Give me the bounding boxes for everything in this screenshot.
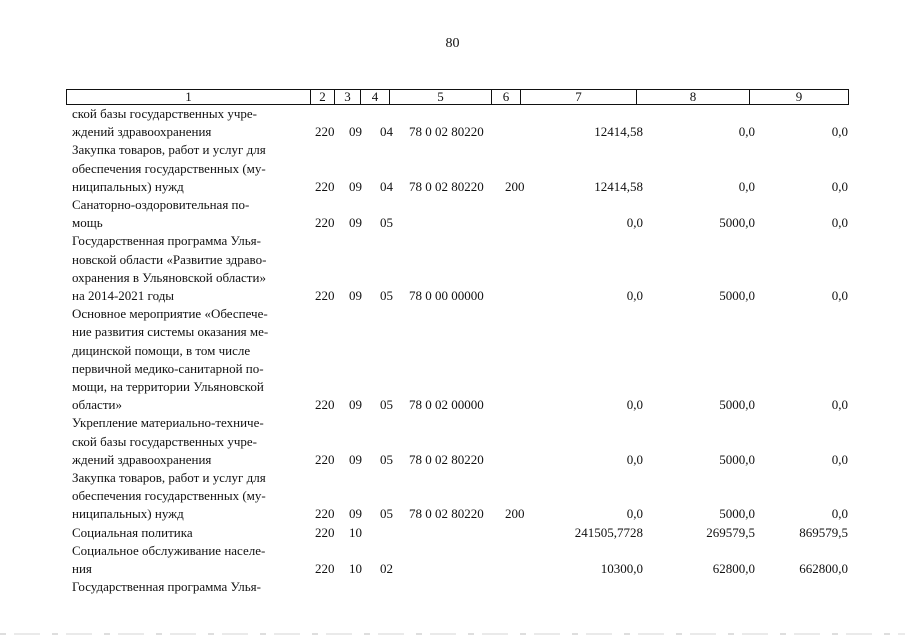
row-cell-c9: 0,0 xyxy=(831,451,848,467)
header-col-5: 5 xyxy=(390,90,492,104)
row-cell-c3: 10 xyxy=(349,524,362,540)
row-cell-c2: 220 xyxy=(315,288,335,304)
row-name: Государственная программа Улья- новской области «Развитие здраво- охранения в Ульяновской области» на 2014-2021 годы xyxy=(72,233,267,304)
row-cell-c4: 05 xyxy=(380,506,393,522)
row-cell-c3: 09 xyxy=(349,506,362,522)
row-cell-c6: 200 xyxy=(505,178,525,194)
table-body xyxy=(0,105,905,596)
row-cell-c4: 05 xyxy=(380,288,393,304)
row-cell-c8: 5000,0 xyxy=(719,215,755,231)
row-cell-c7: 241505,7728 xyxy=(574,524,643,540)
row-cell-c7: 0,0 xyxy=(626,215,643,231)
row-name: Социальная политика xyxy=(72,524,193,540)
scan-artifact xyxy=(0,633,905,635)
header-col-3: 3 xyxy=(335,90,361,104)
table-row xyxy=(0,141,905,196)
row-cell-c8: 0,0 xyxy=(738,124,755,140)
row-cell-c2: 220 xyxy=(315,561,335,577)
table-row xyxy=(0,469,905,524)
page-number: 80 xyxy=(445,36,460,51)
row-cell-c5: 78 0 00 00000 xyxy=(409,288,484,304)
row-cell-c2: 220 xyxy=(315,506,335,522)
row-cell-c6: 200 xyxy=(505,506,525,522)
row-cell-c2: 220 xyxy=(315,524,335,540)
header-col-1: 1 xyxy=(67,90,311,104)
row-name: ской базы государственных учре- ждений здравоохранения xyxy=(72,106,257,140)
row-cell-c9: 0,0 xyxy=(831,397,848,413)
row-cell-c3: 09 xyxy=(349,124,362,140)
table-row xyxy=(0,232,905,305)
row-cell-c4: 04 xyxy=(380,124,393,140)
row-cell-c5: 78 0 02 80220 xyxy=(409,178,484,194)
table-row xyxy=(0,414,905,469)
table-row xyxy=(0,305,905,414)
row-cell-c4: 05 xyxy=(380,451,393,467)
row-cell-c7: 0,0 xyxy=(626,397,643,413)
row-cell-c5: 78 0 02 00000 xyxy=(409,397,484,413)
row-cell-c3: 09 xyxy=(349,215,362,231)
row-cell-c8: 5000,0 xyxy=(719,451,755,467)
table-row xyxy=(0,524,905,542)
row-cell-c4: 05 xyxy=(380,215,393,231)
row-cell-c8: 0,0 xyxy=(738,178,755,194)
table-header xyxy=(66,89,849,105)
row-cell-c7: 12414,58 xyxy=(594,124,643,140)
row-cell-c7: 0,0 xyxy=(626,506,643,522)
row-cell-c2: 220 xyxy=(315,124,335,140)
row-cell-c4: 04 xyxy=(380,178,393,194)
row-cell-c3: 09 xyxy=(349,178,362,194)
row-name: Государственная программа Улья- xyxy=(72,579,261,595)
row-cell-c8: 5000,0 xyxy=(719,288,755,304)
row-cell-c9: 662800,0 xyxy=(799,561,848,577)
row-cell-c5: 78 0 02 80220 xyxy=(409,506,484,522)
row-name: Закупка товаров, работ и услуг для обеспечения государственных (му- ниципальных) нужд xyxy=(72,470,266,522)
row-cell-c8: 269579,5 xyxy=(706,524,755,540)
row-cell-c2: 220 xyxy=(315,178,335,194)
row-name: Основное мероприятие «Обеспече- ние развития системы оказания ме- дицинской помощи, в том числе первичной медико-санитарной по- мощи, на территории Ульяновской области» xyxy=(72,306,269,413)
row-cell-c7: 0,0 xyxy=(626,288,643,304)
header-col-7: 7 xyxy=(521,90,637,104)
row-cell-c3: 09 xyxy=(349,451,362,467)
row-cell-c5: 78 0 02 80220 xyxy=(409,451,484,467)
row-name: Санаторно-оздоровительная по- мощь xyxy=(72,197,250,231)
table-row xyxy=(0,196,905,232)
row-cell-c9: 0,0 xyxy=(831,288,848,304)
table-row xyxy=(0,105,905,141)
row-cell-c9: 869579,5 xyxy=(799,524,848,540)
row-cell-c3: 09 xyxy=(349,288,362,304)
header-col-2: 2 xyxy=(311,90,335,104)
table-row xyxy=(0,542,905,578)
row-cell-c4: 02 xyxy=(380,561,393,577)
row-cell-c7: 12414,58 xyxy=(594,178,643,194)
row-cell-c8: 5000,0 xyxy=(719,397,755,413)
row-cell-c5: 78 0 02 80220 xyxy=(409,124,484,140)
row-cell-c9: 0,0 xyxy=(831,215,848,231)
row-cell-c7: 0,0 xyxy=(626,451,643,467)
row-cell-c2: 220 xyxy=(315,451,335,467)
row-cell-c7: 10300,0 xyxy=(600,561,643,577)
row-cell-c2: 220 xyxy=(315,215,335,231)
header-col-8: 8 xyxy=(637,90,750,104)
row-cell-c9: 0,0 xyxy=(831,124,848,140)
row-name: Социальное обслуживание населе- ния xyxy=(72,542,266,577)
row-cell-c8: 62800,0 xyxy=(712,561,755,577)
row-cell-c9: 0,0 xyxy=(831,506,848,522)
row-cell-c4: 05 xyxy=(380,397,393,413)
header-col-4: 4 xyxy=(361,90,390,104)
row-cell-c3: 10 xyxy=(349,561,362,577)
table-row xyxy=(0,578,905,596)
row-cell-c3: 09 xyxy=(349,397,362,413)
row-cell-c9: 0,0 xyxy=(831,178,848,194)
row-cell-c8: 5000,0 xyxy=(719,506,755,522)
row-cell-c2: 220 xyxy=(315,397,335,413)
header-col-6: 6 xyxy=(492,90,521,104)
row-name: Укрепление материально-техниче- ской базы государственных учре- ждений здравоохранения xyxy=(72,415,264,467)
row-name: Закупка товаров, работ и услуг для обеспечения государственных (му- ниципальных) нужд xyxy=(72,142,266,194)
header-col-9: 9 xyxy=(795,89,803,104)
